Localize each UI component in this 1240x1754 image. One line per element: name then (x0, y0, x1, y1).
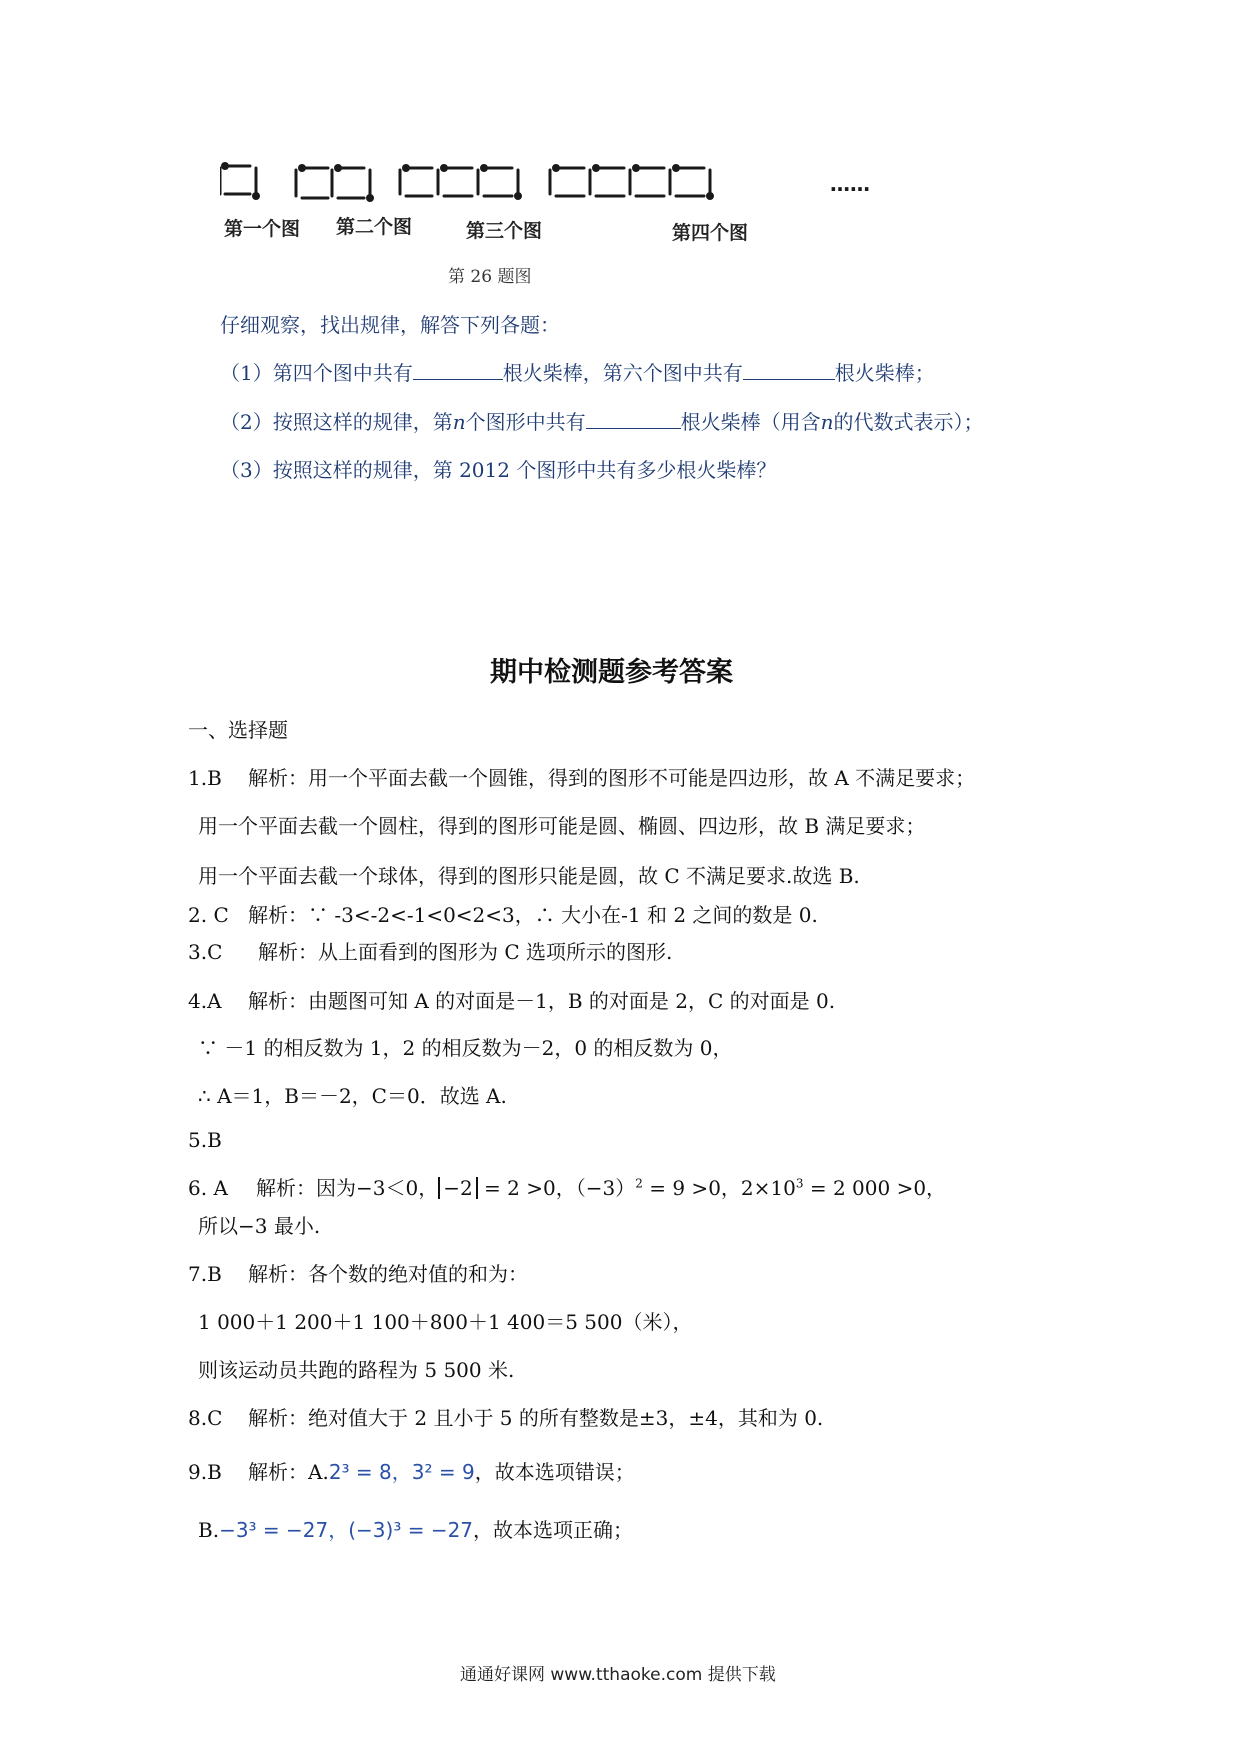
answer-2 (188, 899, 818, 928)
figure-3-squares (400, 166, 521, 199)
q2-variable-n: n (452, 410, 466, 434)
answer-6-text-b: = 2 >0，（−3） (477, 1176, 636, 1200)
ellipsis: …… (830, 172, 870, 196)
answer-1-line-3: 用一个平面去截一个球体，得到的图形只能是圆，故 C 不满足要求.故选 B. (198, 864, 860, 888)
answer-9-text-a: 解析：A. (248, 1460, 329, 1484)
figure-label-2: 第二个图 (336, 216, 413, 238)
answer-1-line-2: 用一个平面去截一个圆柱，得到的图形可能是圆、椭圆、四边形，故 B 满足要求； (198, 814, 926, 838)
answer-9-formula-b: −3³ = −27，(−3)³ = −27 (219, 1518, 474, 1542)
q2-variable-n2: n (820, 410, 834, 434)
exponent-1: 2 (635, 1176, 643, 1191)
answer-4-text: 解析：由题图可知 A 的对面是－1，B 的对面是 2，C 的对面是 0. (248, 989, 836, 1013)
answer-3-text: 解析：从上面看到的图形为 C 选项所示的图形. (258, 940, 673, 964)
q1-text-c: 根火柴棒； (834, 361, 935, 385)
q2-text-b: 个图形中共有 (465, 410, 586, 434)
answer-8-text: 解析：绝对值大于 2 且小于 5 的所有整数是±3，±4，其和为 0. (248, 1406, 824, 1430)
answer-6-text-a: 解析：因为−3＜0， (256, 1176, 439, 1200)
answer-4-number: 4.A (188, 989, 222, 1013)
figure-2-squares (296, 166, 373, 201)
answer-7-text: 解析：各个数的绝对值的和为： (248, 1262, 528, 1286)
page-footer: 通通好课网 www.tthaoke.com 提供下载 (460, 1665, 776, 1685)
answer-1-line-1 (188, 762, 975, 791)
q1-blank-2 (743, 359, 835, 380)
q1-text-a: （1）第四个图中共有 (220, 361, 413, 385)
answer-9-number: 9.B (188, 1460, 222, 1484)
answer-8 (188, 1402, 823, 1431)
answer-1-number: 1.B (188, 766, 222, 790)
exponent-2: 3 (795, 1176, 804, 1191)
answer-3 (188, 936, 672, 965)
question-1 (220, 357, 935, 386)
q2-text-a: （2）按照这样的规律，第 (220, 410, 453, 434)
question-3: （3）按照这样的规律，第 2012 个图形中共有多少根火柴棒？ (220, 458, 777, 482)
answer-3-number: 3.C (188, 940, 223, 964)
answer-4-line-1 (188, 985, 835, 1014)
figure-label-4: 第四个图 (672, 222, 749, 244)
answer-6-number: 6. A (188, 1176, 228, 1200)
figure-caption: 第 26 题图 (448, 267, 532, 287)
figure-1-squares (220, 164, 259, 199)
answer-2-text: 解析：∵ -3<-2<-1<0<2<3，∴ 大小在-1 和 2 之间的数是 0. (248, 903, 818, 927)
answer-6-line-1 (188, 1172, 946, 1201)
q2-text-d: 的代数式表示）； (833, 410, 984, 434)
q2-text-c: 根火柴棒（用含 (680, 410, 821, 434)
answer-4-line-2: ∵ －1 的相反数为 1，2 的相反数为－2，0 的相反数为 0， (198, 1036, 733, 1060)
answer-7-line-3: 则该运动员共跑的路程为 5 500 米. (198, 1358, 515, 1382)
answer-6-text-d: = 2 000 >0， (803, 1176, 947, 1200)
answer-4-line-3: ∴ A＝1，B＝－2，C＝0．故选 A. (198, 1084, 507, 1108)
answer-2-number: 2. C (188, 903, 229, 927)
answer-9-text-b: ，故本选项错误； (474, 1460, 635, 1484)
answer-7-number: 7.B (188, 1262, 222, 1286)
q1-text-b: 根火柴棒，第六个图中共有 (502, 361, 743, 385)
absolute-value: −2 (438, 1177, 477, 1199)
answer-9-line-1 (188, 1456, 635, 1485)
q2-blank (586, 408, 681, 429)
matchstick-figure (220, 150, 920, 220)
answer-9-formula-a: 2³ = 8，3² = 9 (328, 1460, 475, 1484)
answer-7-line-1 (188, 1258, 528, 1287)
answer-6-text-c: = 9 >0，2×10 (642, 1176, 796, 1200)
answer-9-line-2 (198, 1514, 633, 1543)
answers-title: 期中检测题参考答案 (490, 657, 733, 688)
answer-9-option-b-text: ，故本选项正确； (473, 1518, 634, 1542)
section-heading: 一、选择题 (188, 718, 288, 742)
answer-7-line-2: 1 000＋1 200＋1 100＋800＋1 400＝5 500（米）， (198, 1310, 693, 1334)
answer-1-text: 解析：用一个平面去截一个圆锥，得到的图形不可能是四边形，故 A 不满足要求； (248, 766, 976, 790)
answer-8-number: 8.C (188, 1406, 223, 1430)
figure-4-squares (550, 166, 713, 199)
question-intro: 仔细观察，找出规律，解答下列各题： (220, 313, 560, 337)
answer-5: 5.B (188, 1128, 222, 1152)
figure-label-3: 第三个图 (466, 220, 543, 242)
answer-6-line-2: 所以−3 最小. (198, 1214, 321, 1238)
question-2 (220, 406, 984, 435)
figure-label-1: 第一个图 (224, 218, 301, 240)
q1-blank-1 (413, 359, 503, 380)
answer-9-option-b-label: B. (198, 1518, 220, 1542)
